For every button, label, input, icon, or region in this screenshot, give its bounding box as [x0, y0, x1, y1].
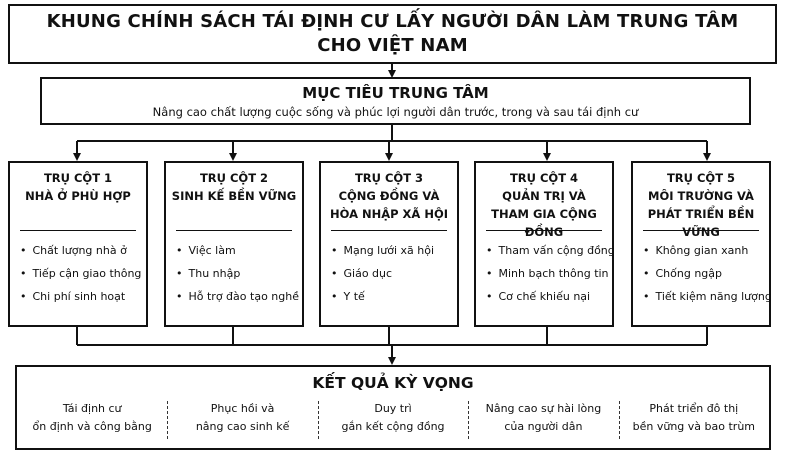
pillar-divider — [486, 230, 602, 231]
outcome-item-line: Phục hồi và — [210, 402, 275, 415]
outcome-item-line: Duy trì — [374, 402, 412, 415]
pillar-heading-line: MÔI TRƯỜNG VÀ — [648, 189, 754, 203]
pillar-item — [643, 239, 765, 262]
pillar-item-list — [643, 239, 772, 308]
pillar-item-label: Giáo dục — [343, 267, 393, 280]
bullet-icon: • — [176, 267, 183, 280]
pillar-item — [176, 239, 298, 262]
pillar-item-label: Minh bạch thông tin — [498, 267, 609, 280]
pillar-item-label: Tiết kiệm năng lượng — [655, 290, 772, 303]
pillar-item — [486, 262, 608, 285]
pillar-heading — [633, 169, 769, 239]
pillar-3 — [319, 161, 459, 327]
outcome-list — [17, 400, 769, 436]
pillar-item — [20, 285, 142, 308]
pillar-item-list — [331, 239, 453, 308]
bullet-icon: • — [486, 290, 493, 303]
goal-description: Nâng cao chất lượng cuộc sống và phúc lợi người dân trước, trong và sau tái định cư — [152, 105, 639, 119]
bullet-icon: • — [486, 244, 493, 257]
pillar-item-label: Hỗ trợ đào tạo nghề — [188, 290, 299, 303]
bullet-icon: • — [20, 290, 27, 303]
pillar-divider — [643, 230, 759, 231]
pillar-divider — [176, 230, 292, 231]
pillar-item — [331, 262, 453, 285]
pillar-item — [176, 262, 298, 285]
pillar-heading-line: TRỤ CỘT 5 — [666, 171, 736, 185]
pillar-heading-line: THAM GIA CỘNG ĐỒNG — [491, 207, 597, 239]
pillar-4 — [474, 161, 614, 327]
pillar-item-list — [486, 239, 615, 308]
bullet-icon: • — [176, 290, 183, 303]
pillar-item-label: Cơ chế khiếu nại — [498, 290, 591, 303]
pillar-item — [486, 285, 608, 308]
pillar-item — [176, 285, 298, 308]
pillar-2 — [164, 161, 304, 327]
outcome-item — [468, 400, 618, 436]
pillar-5 — [631, 161, 771, 327]
pillar-item — [20, 239, 142, 262]
bullet-icon: • — [643, 267, 650, 280]
pillar-item — [643, 262, 765, 285]
pillar-heading-line: HÒA NHẬP XÃ HỘI — [329, 207, 449, 221]
pillar-heading-line: NHÀ Ở PHÙ HỢP — [25, 189, 131, 203]
pillar-item — [331, 239, 453, 262]
pillar-heading — [10, 169, 146, 223]
pillar-item-label: Tham vấn cộng đồng — [498, 244, 615, 257]
pillar-heading-line: TRỤ CỘT 3 — [354, 171, 424, 185]
outcome-item-line: Phát triển đô thị — [649, 402, 739, 415]
pillar-heading-line: SINH KẾ BỀN VỮNG — [171, 189, 297, 203]
title-line-1: KHUNG CHÍNH SÁCH TÁI ĐỊNH CƯ LẤY NGƯỜI DÂN LÀM TRUNG TÂM — [46, 11, 739, 32]
outcome-item-line: Tái định cư — [62, 402, 122, 415]
bullet-icon: • — [20, 267, 27, 280]
bullet-icon: • — [643, 244, 650, 257]
outcome-item-line: Nâng cao sự hài lòng — [485, 402, 602, 415]
title-line-2: CHO VIỆT NAM — [317, 35, 468, 56]
bullet-icon: • — [331, 290, 338, 303]
central-goal-box — [40, 77, 751, 125]
pillar-divider — [331, 230, 447, 231]
bullet-icon: • — [486, 267, 493, 280]
outcome-item — [318, 400, 468, 436]
pillar-item — [486, 239, 615, 262]
bullet-icon: • — [176, 244, 183, 257]
outcome-heading: KẾT QUẢ KỲ VỌNG — [312, 374, 474, 392]
pillar-item — [643, 285, 772, 308]
pillar-item-label: Chất lượng nhà ở — [32, 244, 127, 257]
outcome-item-line: gắn kết cộng đồng — [341, 420, 445, 433]
pillar-divider — [20, 230, 136, 231]
goal-heading: MỤC TIÊU TRUNG TÂM — [302, 84, 489, 102]
pillar-heading-line: QUẢN TRỊ VÀ — [502, 189, 586, 203]
outcome-item — [167, 400, 317, 436]
pillar-item-label: Việc làm — [188, 244, 236, 257]
outcome-item-line: của người dân — [504, 420, 583, 433]
bullet-icon: • — [643, 290, 650, 303]
expected-outcomes-box — [15, 365, 771, 450]
pillar-heading — [321, 169, 457, 223]
bullet-icon: • — [20, 244, 27, 257]
outcome-item-line: nâng cao sinh kế — [195, 420, 290, 433]
pillar-heading-line: CỘNG ĐỒNG VÀ — [338, 189, 440, 203]
outcome-item-line: bền vững và bao trùm — [632, 420, 756, 433]
pillar-item-label: Chi phí sinh hoạt — [32, 290, 126, 303]
pillar-item-label: Chống ngập — [655, 267, 723, 280]
pillar-heading-line: TRỤ CỘT 2 — [199, 171, 269, 185]
bullet-icon: • — [331, 244, 338, 257]
pillar-heading-line: TRỤ CỘT 4 — [509, 171, 579, 185]
bullet-icon: • — [331, 267, 338, 280]
pillar-heading-line: TRỤ CỘT 1 — [43, 171, 113, 185]
pillar-item-label: Không gian xanh — [655, 244, 749, 257]
outcome-item — [17, 400, 167, 436]
pillar-item-label: Mạng lưới xã hội — [343, 244, 434, 257]
pillar-item — [331, 285, 453, 308]
pillar-heading-line: PHÁT TRIỂN BỀN VỮNG — [647, 207, 755, 239]
pillar-1 — [8, 161, 148, 327]
pillar-item — [20, 262, 142, 285]
outcome-item-line: ổn định và công bằng — [32, 420, 152, 433]
pillar-item-label: Tiếp cận giao thông — [32, 267, 142, 280]
pillar-item-label: Thu nhập — [188, 267, 241, 280]
pillar-heading — [476, 169, 612, 239]
outcome-item — [619, 400, 769, 436]
pillar-item-list — [176, 239, 298, 308]
title-box — [8, 4, 777, 64]
pillar-heading — [166, 169, 302, 223]
pillar-item-label: Y tế — [343, 290, 365, 303]
pillar-item-list — [20, 239, 142, 308]
